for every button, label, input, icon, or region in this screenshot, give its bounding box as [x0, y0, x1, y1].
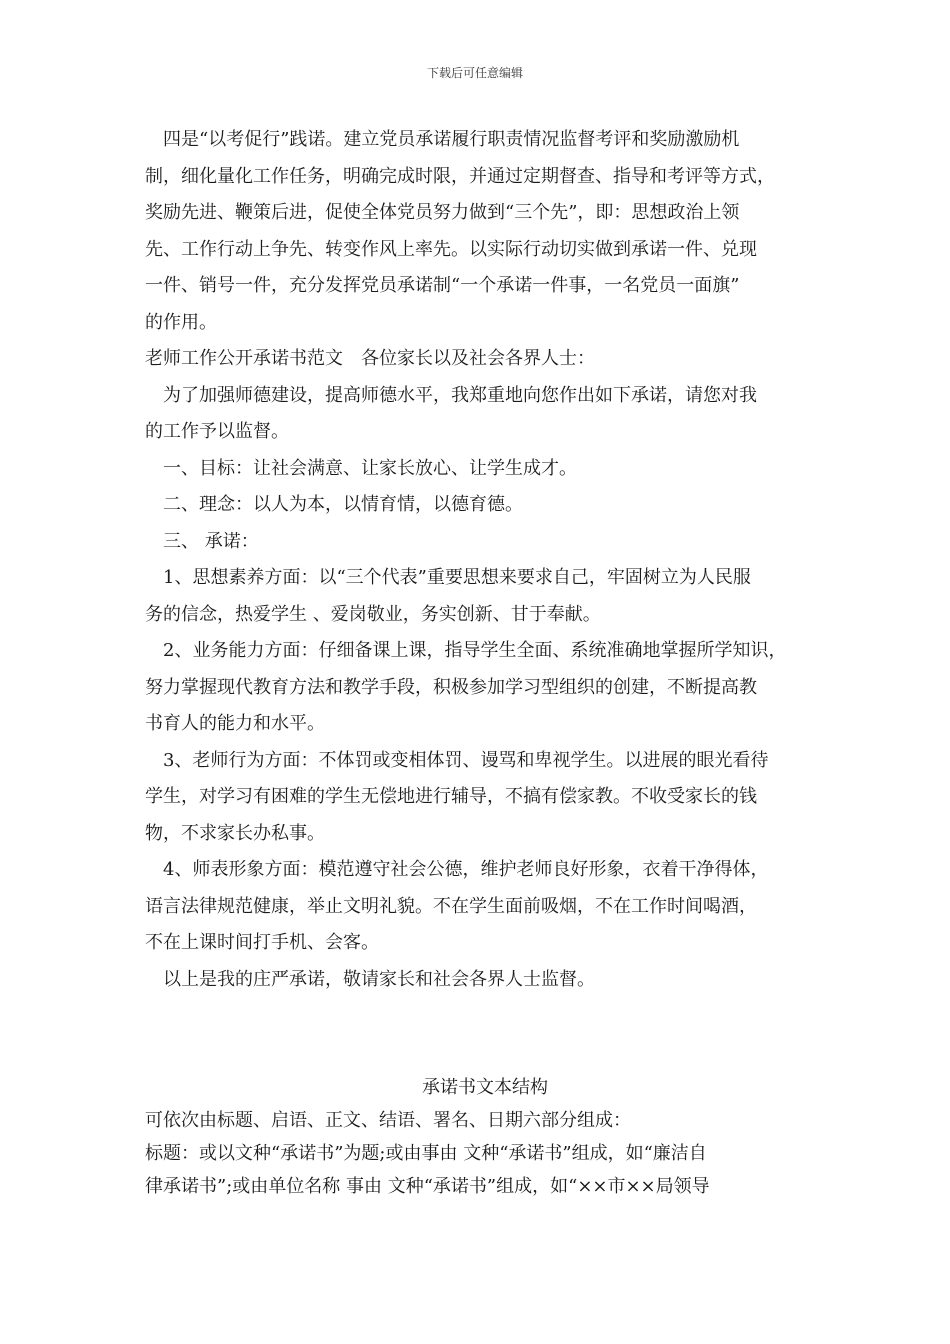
text-line: 书育人的能力和水平。 [145, 713, 325, 734]
document-body [145, 122, 825, 1203]
text-line: 努力掌握现代教育方法和教学手段，积极参加学习型组织的创建，不断提高教 [145, 676, 757, 698]
text-line: 制，细化量化工作任务，明确完成时限，并通过定期督查、指导和考评等方式， [145, 165, 775, 187]
text-line: 先、工作行动上争先、转变作风上率先。以实际行动切实做到承诺一件、兑现 [145, 238, 757, 260]
section-title: 承诺书文本结构 [422, 1077, 548, 1098]
text-line: 的作用。 [145, 311, 217, 333]
text-line: 1、思想素养方面：以“三个代表”重要思想来要求自己，牢固树立为人民服 [145, 567, 751, 588]
text-line: 老师工作公开承诺书范文 各位家长以及社会各界人士： [145, 348, 595, 369]
text-line: 二、理念：以人为本，以情育情，以德育德。 [145, 494, 523, 515]
text-line: 以上是我的庄严承诺，敬请家长和社会各界人士监督。 [145, 968, 595, 990]
text-line: 一件、销号一件，充分发挥党员承诺制“一个承诺一件事，一名党员一面旗” [145, 275, 740, 296]
text-line: 不在上课时间打手机、会客。 [145, 932, 379, 953]
text-line: 学生，对学习有困难的学生无偿地进行辅导，不搞有偿家教。不收受家长的钱 [145, 786, 757, 807]
text-line: 三、 承诺： [145, 530, 259, 552]
text-line: 3、老师行为方面：不体罚或变相体罚、谩骂和卑视学生。以进展的眼光看待 [145, 749, 769, 771]
text-line: 四是“以考促行”践诺。建立党员承诺履行职责情况监督考评和奖励激励机 [145, 129, 740, 150]
text-line: 标题：或以文种“承诺书”为题;或由事由 文种“承诺书”组成，如“廉洁自 [145, 1143, 707, 1164]
text-line: 律承诺书”;或由单位名称 事由 文种“承诺书”组成，如“××市××局领导 [145, 1176, 710, 1197]
text-line: 4、师表形象方面：模范遵守社会公德，维护老师良好形象，衣着干净得体， [145, 859, 769, 880]
text-line: 奖励先进、鞭策后进，促使全体党员努力做到“三个先”，即：思想政治上领 [145, 202, 740, 223]
text-line: 的工作予以监督。 [145, 421, 289, 442]
text-line: 物，不求家长办私事。 [145, 822, 325, 844]
structure-section [145, 1071, 825, 1203]
text-line: 一、目标：让社会满意、让家长放心、让学生成才。 [145, 457, 577, 479]
header-note: 下载后可任意编辑 [426, 66, 523, 80]
text-line: 务的信念，热爱学生 、爱岗敬业，务实创新、甘于奉献。 [145, 603, 601, 625]
section-gap [145, 998, 825, 1071]
text-line: 语言法律规范健康，举止文明礼貌。不在学生面前吸烟，不在工作时间喝酒， [145, 895, 757, 917]
text-line: 2、业务能力方面：仔细备课上课，指导学生全面、系统准确地掌握所学知识， [145, 640, 787, 661]
text-line: 可依次由标题、启语、正文、结语、署名、日期六部分组成： [145, 1110, 631, 1131]
text-line: 为了加强师德建设，提高师德水平，我郑重地向您作出如下承诺，请您对我 [145, 384, 757, 406]
